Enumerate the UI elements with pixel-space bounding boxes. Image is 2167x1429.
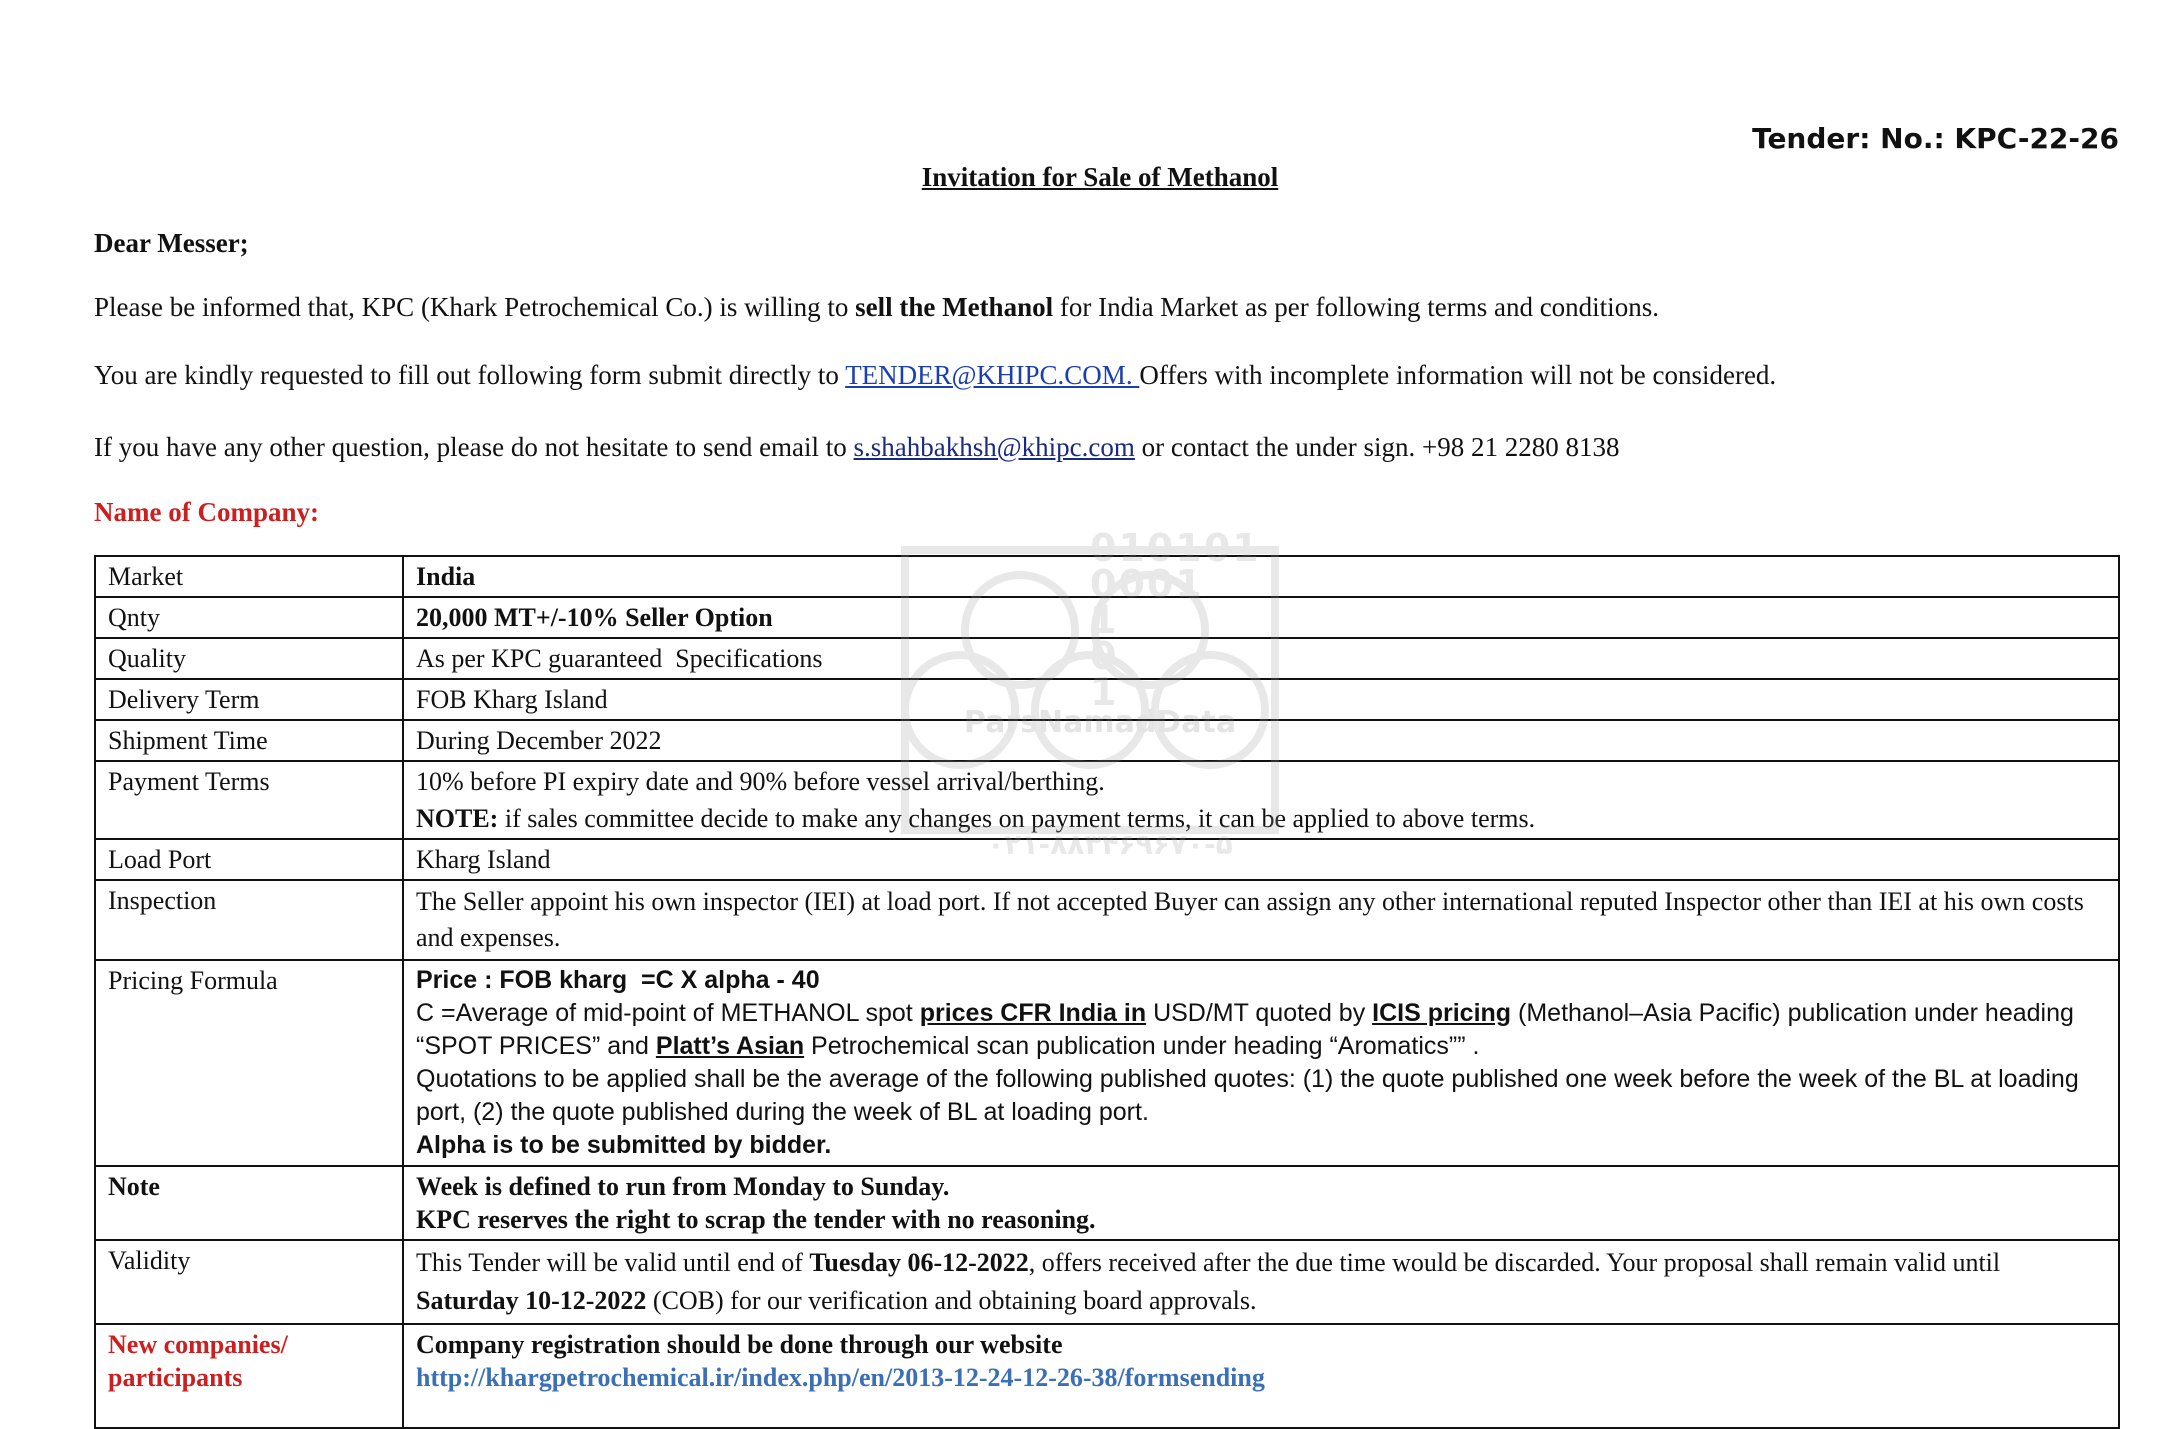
- intro-paragraph: [94, 292, 1659, 323]
- note-line-2: KPC reserves the right to scrap the tender with no reasoning.: [416, 1205, 1096, 1234]
- table-row-inspection: [95, 880, 2119, 960]
- row-label: Quality: [95, 638, 403, 679]
- submission-paragraph: [94, 360, 1776, 391]
- submission-text: You are kindly requested to fill out following form submit directly to: [94, 360, 846, 390]
- watermark-digit-line: 0: [1090, 634, 1119, 678]
- pricing-c-definition: [416, 997, 2106, 1063]
- table-row-validity: [95, 1240, 2119, 1324]
- intro-text: Please be informed that, KPC (Khark Petrochemical Co.) is willing to: [94, 292, 856, 322]
- note-line-1: Week is defined to run from Monday to Sunday.: [416, 1172, 950, 1201]
- row-value: During December 2022: [403, 720, 2119, 761]
- row-label: [95, 1324, 403, 1428]
- company-name-label: Name of Company:: [94, 497, 319, 527]
- row-label: Load Port: [95, 839, 403, 880]
- row-label: Inspection: [95, 880, 403, 960]
- validity-text: This Tender will be valid until end of: [416, 1248, 810, 1277]
- participants-label: participants: [108, 1363, 243, 1392]
- intro-text-end: for India Market as per following terms and conditions.: [1053, 292, 1659, 322]
- row-label: Market: [95, 556, 403, 597]
- note-text: if sales committee decide to make any changes on payment terms, it can be applied to above terms.: [498, 804, 1536, 833]
- registration-text: Company registration should be done through our website: [416, 1330, 1063, 1359]
- note-label: NOTE:: [416, 804, 499, 833]
- validity-text: , offers received after the due time would be discarded. Your proposal shall remain valid until: [1028, 1248, 2001, 1277]
- validity-date-1: Tuesday 06-12-2022: [809, 1248, 1029, 1277]
- contact-text: If you have any other question, please do not hesitate to send email to: [94, 432, 854, 462]
- row-value: [403, 960, 2119, 1166]
- watermark-name: ParsNamadData: [963, 705, 1237, 740]
- row-value: 20,000 MT+/-10% Seller Option: [403, 597, 2119, 638]
- validity-text: (COB) for our verification and obtaining board approvals.: [646, 1286, 1257, 1315]
- submission-text-end: Offers with incomplete information will not be considered.: [1139, 360, 1777, 390]
- watermark-digits: [1090, 526, 1261, 714]
- registration-url-link[interactable]: http://khargpetrochemical.ir/index.php/en/2013-12-24-12-26-38/formsending: [416, 1363, 1265, 1392]
- row-label: Note: [95, 1166, 403, 1240]
- row-value: As per KPC guaranteed Specifications: [403, 638, 2119, 679]
- document-title: Invitation for Sale of Methanol: [921, 162, 1279, 192]
- row-label: Validity: [95, 1240, 403, 1324]
- row-value: [403, 1240, 2119, 1324]
- row-value: FOB Kharg Island: [403, 679, 2119, 720]
- pricing-quotations: Quotations to be applied shall be the average of the following published quotes: (1) the quote published one week before the week of the BL at loading port, (2) the quote published during the week of BL at loading port.: [416, 1065, 2079, 1126]
- row-label: Payment Terms: [95, 761, 403, 839]
- row-value: Kharg Island: [403, 839, 2119, 880]
- watermark: [890, 520, 1290, 880]
- row-value: The Seller appoint his own inspector (IEI) at load port. If not accepted Buyer can assign any other international reputed Inspector other than IEI at his own costs and expenses.: [403, 880, 2119, 960]
- validity-date-2: Saturday 10-12-2022: [416, 1286, 647, 1315]
- row-value: [403, 1166, 2119, 1240]
- c-text: Petrochemical scan publication under heading “Aromatics”” .: [804, 1032, 1480, 1060]
- row-value: [403, 1324, 2119, 1428]
- pricing-formula: Price : FOB kharg =C X alpha - 40: [416, 966, 820, 994]
- watermark-digit-line: 010101: [1090, 526, 1261, 570]
- watermark-digit-line: 0001: [1090, 562, 1204, 606]
- watermark-digit-line: 1: [1090, 598, 1119, 642]
- table-row-note: [95, 1166, 2119, 1240]
- c-text: (Methanol–Asia Pacific) publication under heading “SPOT PRICES” and: [416, 999, 2074, 1060]
- c-text: C =Average of mid-point of METHANOL spot: [416, 999, 920, 1027]
- new-companies-label: New companies/: [108, 1330, 288, 1359]
- watermark-digit-line: 1: [1090, 670, 1119, 714]
- table-row-pricing: [95, 960, 2119, 1166]
- payment-line: 10% before PI expiry date and 90% before vessel arrival/berthing.: [416, 767, 1105, 796]
- watermark-phone: ۰۲۱-۸۸۳۴۶۹۶۷۰-۵: [987, 828, 1233, 861]
- tender-email-link[interactable]: TENDER@KHIPC.COM.: [845, 360, 1140, 390]
- c-text: USD/MT quoted by: [1146, 999, 1373, 1027]
- salutation: Dear Messer;: [94, 228, 249, 258]
- row-label: Delivery Term: [95, 679, 403, 720]
- contact-email-link[interactable]: s.shahbakhsh@khipc.com: [853, 432, 1135, 462]
- contact-paragraph: [94, 432, 1620, 463]
- pricing-alpha: Alpha is to be submitted by bidder.: [416, 1131, 832, 1159]
- contact-text-end: or contact the under sign. +98 21 2280 8138: [1134, 432, 1620, 462]
- c-bold-text: prices CFR India in: [919, 999, 1147, 1027]
- row-label: Pricing Formula: [95, 960, 403, 1166]
- row-value: India: [403, 556, 2119, 597]
- c-bold-text: Platt’s Asian: [655, 1032, 805, 1060]
- row-label: Shipment Time: [95, 720, 403, 761]
- tender-number: Tender: No.: KPC-22-26: [1752, 122, 2119, 155]
- c-bold-text: ICIS pricing: [1372, 999, 1512, 1027]
- intro-bold-text: sell the Methanol: [855, 292, 1054, 322]
- row-label: Qnty: [95, 597, 403, 638]
- table-row-new-companies: [95, 1324, 2119, 1428]
